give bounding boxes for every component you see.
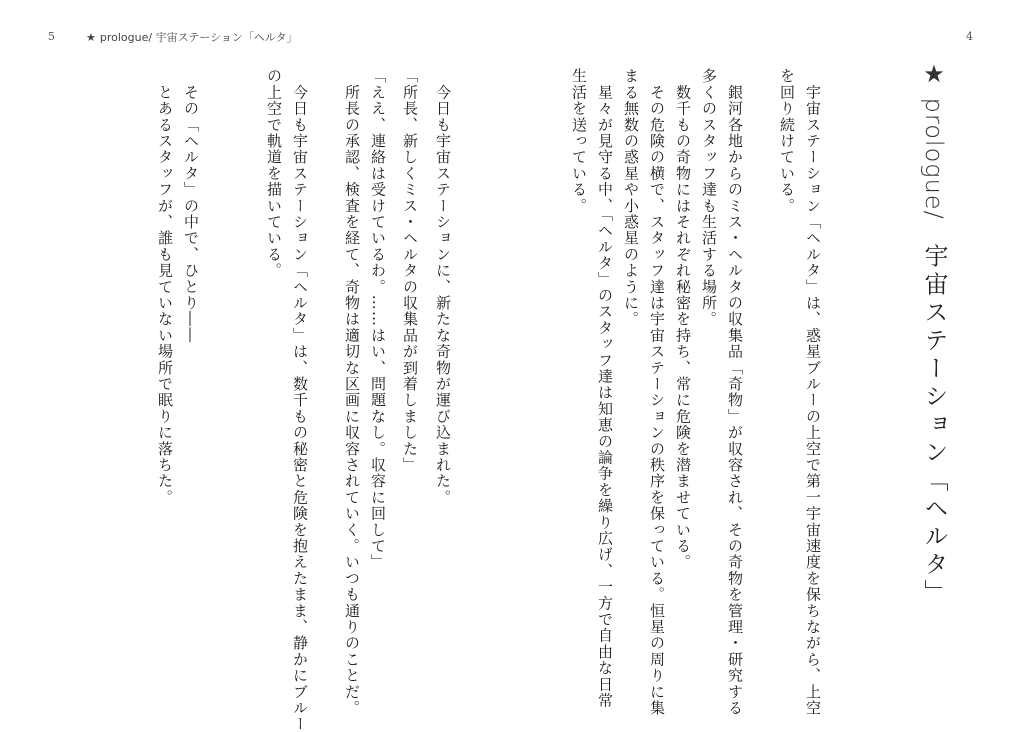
body-line: 数千もの奇物にはそれぞれ秘密を持ち、常に危険を潜ませている。 xyxy=(674,68,692,571)
chapter-star-icon: ★ xyxy=(920,60,948,89)
body-line: 今日も宇宙ステーションに、新たな奇物が運び込まれた。 xyxy=(434,68,452,506)
body-line: 銀河各地からのミス・ヘルタの収集品「奇物」が収容され、その奇物を管理・研究する xyxy=(726,68,744,716)
body-line: その危険の横で、スタッフ達は宇宙ステーションの秩序を保っている。恒星の周りに集 xyxy=(648,68,666,716)
chapter-label-text: prologue/ xyxy=(920,97,948,220)
star-icon: ★ xyxy=(86,31,96,44)
body-line: 「ええ、連絡は受けているわ。……はい、問題なし。収容に回して」 xyxy=(369,68,387,571)
body-line: その「ヘルタ」の中で、ひとり―― xyxy=(182,68,200,344)
body-line: 宇宙ステーション「ヘルタ」は、惑星ブルーの上空で第一宇宙速度を保ちながら、上空 xyxy=(804,68,822,716)
body-line: 今日も宇宙ステーション「ヘルタ」は、数千もの秘密と危険を抱えたまま、静かにブルー xyxy=(291,68,309,732)
running-header-title: prologue/ 宇宙ステーション「ヘルタ」 xyxy=(99,31,298,44)
body-line: 「所長、新しくミス・ヘルタの収集品が到着しました」 xyxy=(401,68,419,473)
body-line: 星々が見守る中、「ヘルタ」のスタッフ達は知恵の論争を繰り広げ、一方で自由な日常 xyxy=(596,68,614,709)
right-page-number: 4 xyxy=(966,30,973,43)
body-line: を回り続けている。 xyxy=(778,68,796,214)
body-line: 生活を送っている。 xyxy=(570,68,588,214)
left-page-number: 5 xyxy=(48,30,55,43)
chapter-subtitle: 宇宙ステーション「ヘルタ」 xyxy=(920,243,948,608)
body-line: の上空で軌道を描いている。 xyxy=(265,68,283,279)
body-line: とあるスタッフが、誰も見ていない場所で眠りに落ちた。 xyxy=(156,68,174,506)
body-line: 多くのスタッフ達も生活する場所。 xyxy=(700,68,718,328)
chapter-title xyxy=(916,60,952,608)
body-line: 所長の承認、検査を経て、奇物は適切な区画に収容されていく。いつも通りのことだ。 xyxy=(343,68,361,716)
body-line: まる無数の惑星や小惑星のように。 xyxy=(622,68,640,328)
chapter-label xyxy=(920,60,948,220)
running-header xyxy=(86,29,297,45)
